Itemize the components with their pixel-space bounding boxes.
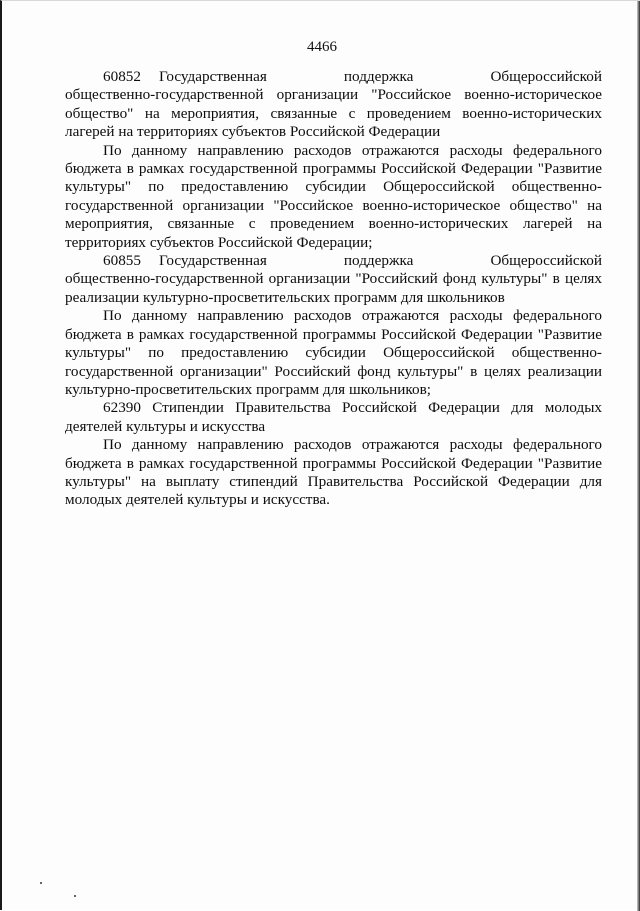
entry-title-rest: общественно-государственной организации "Российский фонд культуры" в целях реализации культурно-просветительских программ для школьников xyxy=(65,270,602,306)
entry-code: 62390 xyxy=(103,399,141,417)
entry-heading-line xyxy=(65,252,602,270)
entry-title-word: Государственная xyxy=(158,68,267,85)
entry-description: По данному направлению расходов отражаются расходы федерального бюджета в рамках государственной программы Российской Федерации "Развитие культуры" по предоставлению субсидии Общероссийской общественно-государственной организации "Российское военно-историческое общество" на мероприятия, связанные с проведением военно-исторических лагерей на территориях субъектов Российской Федерации; xyxy=(65,141,602,251)
entry-title: Стипендии Правительства Российской Федерации для молодых деятелей культуры и искусства xyxy=(65,399,602,435)
entry-title-word: Общероссийской xyxy=(490,252,602,270)
entry-title-word: Государственная xyxy=(158,252,267,270)
entry-title-word: поддержка xyxy=(343,68,414,85)
entry-title-word: поддержка xyxy=(343,252,414,270)
entry-description: По данному направлению расходов отражаются расходы федерального бюджета в рамках государственной программы Российской Федерации "Развитие культуры" на выплату стипендий Правительства Российской Федерации для молодых деятелей культуры и искусства. xyxy=(65,436,602,509)
entry-62390 xyxy=(65,399,602,509)
entry-code: 60855 xyxy=(103,252,141,270)
entry-60852 xyxy=(65,68,602,252)
entry-60855 xyxy=(65,252,602,399)
document-body xyxy=(65,68,602,510)
entry-code: 60852 xyxy=(103,68,141,85)
entry-title-word: Общероссийской xyxy=(490,68,602,85)
scan-speck xyxy=(40,882,42,884)
entry-description: По данному направлению расходов отражаются расходы федерального бюджета в рамках государственной программы Российской Федерации "Развитие культуры" по предоставлению субсидии Общероссийской общественно-государственной организации" Российский фонд культуры" в целях реализации культурно-просветительских программ для школьников; xyxy=(65,307,602,398)
entry-title-rest: общественно-государственной организации "Российское военно-историческое общество" на мероприятия, связанные с проведением военно-исторических лагерей на территориях субъектов Российской Федерации xyxy=(65,86,602,141)
scan-speck xyxy=(74,895,76,897)
page-number: 4466 xyxy=(307,39,337,55)
entry-heading-line xyxy=(65,68,602,86)
entry-heading xyxy=(65,399,602,436)
